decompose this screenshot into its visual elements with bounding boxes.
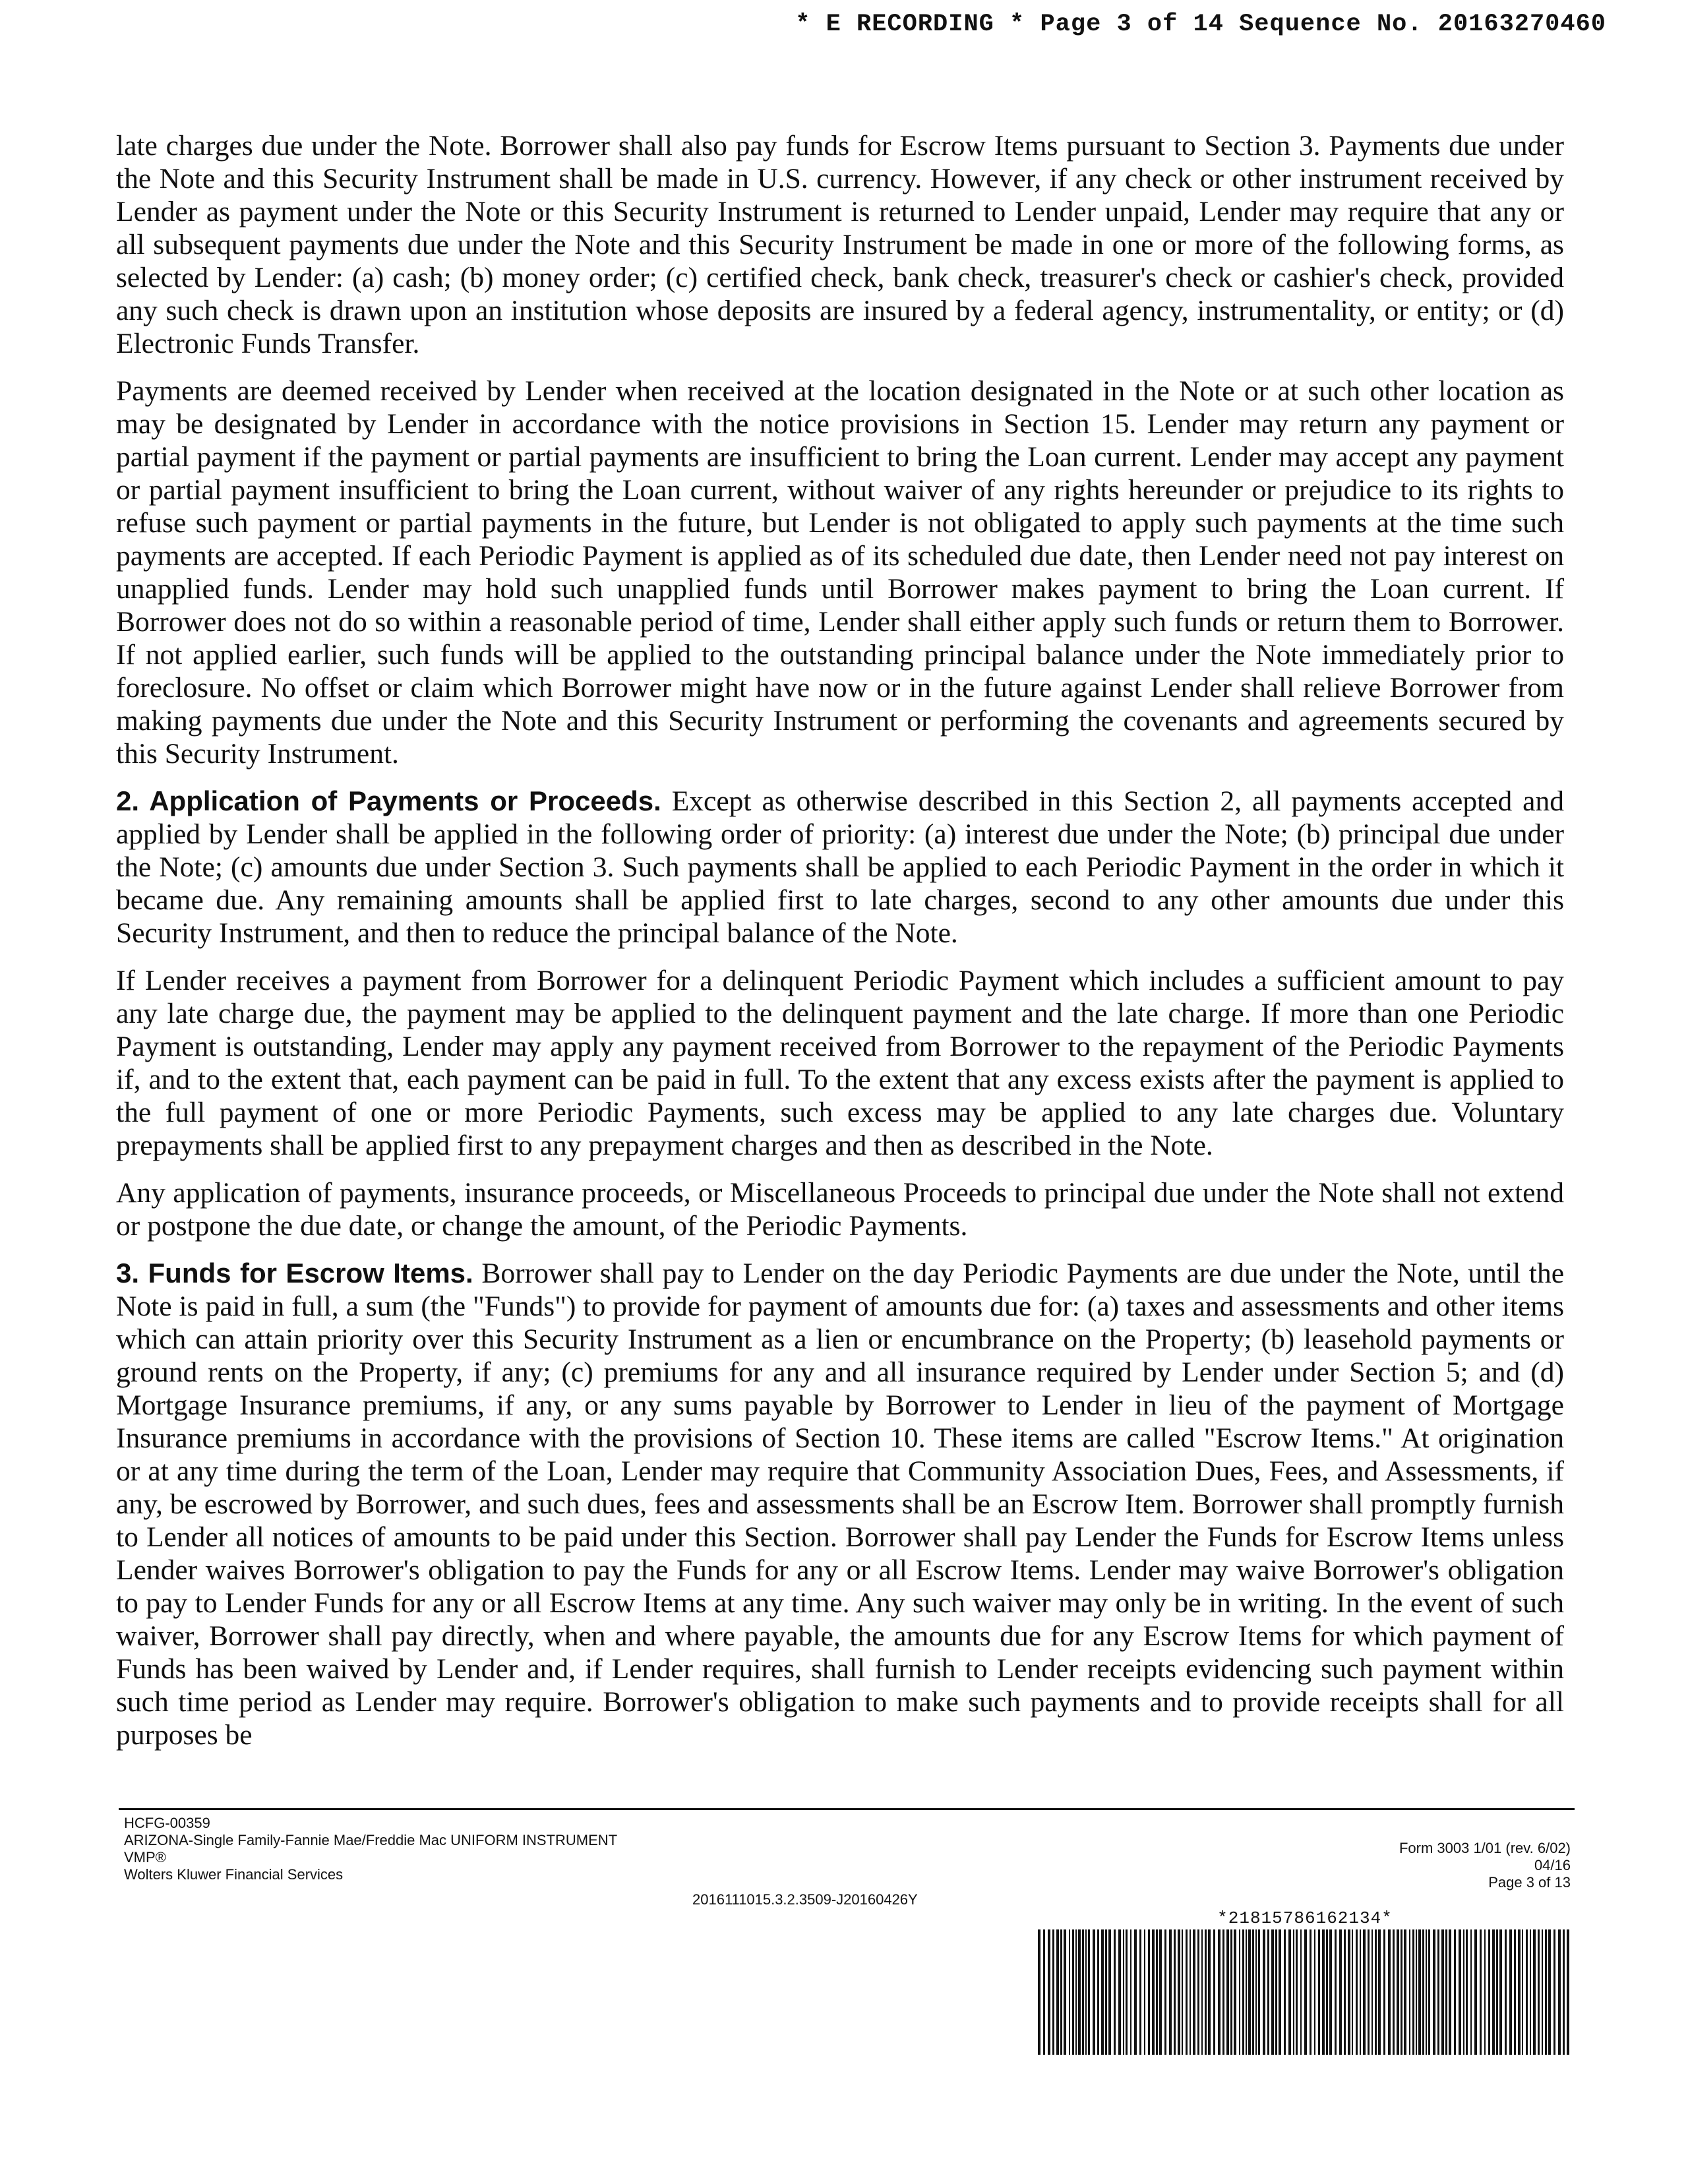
section-heading: 2. Application of Payments or Proceeds. [116, 785, 661, 816]
barcode-bar [1279, 1929, 1281, 2055]
barcode-bar [1069, 1929, 1070, 2055]
barcode-bar [1416, 1929, 1417, 2055]
barcode-bar [1542, 1929, 1543, 2055]
barcode-bar [1075, 1929, 1077, 2055]
barcode-bar [1048, 1929, 1050, 2055]
barcode-bar [1492, 1929, 1495, 2055]
barcode-bar [1348, 1929, 1350, 2055]
barcode-bar [1178, 1929, 1180, 2055]
barcode-bar [1275, 1929, 1277, 2055]
barcode-bar [1459, 1929, 1461, 2055]
barcode-bar [1335, 1929, 1337, 2055]
barcode-bar [1267, 1929, 1269, 2055]
barcode-bar [1352, 1929, 1353, 2055]
barcode-bar [1404, 1929, 1406, 2055]
paragraph-text: If Lender receives a payment from Borrower for a delinquent Periodic Payment which includes a sufficient amount to pay any late charge due, the payment may be applied to the delinquent payment and the late charge. If more than one Periodic Payment is outstanding, Lender may apply any payment received from Borrower to the repayment of the Periodic Payments if, and to the extent that, each payment can be paid in full. To the extent that any excess exists after the payment is applied to the full payment of one or more Periodic Payments, such excess may be applied to any late charges due. Voluntary prepayments shall be applied first to any prepayment charges and then as described in the Note. [116, 965, 1564, 1161]
barcode-bar [1174, 1929, 1176, 2055]
paragraph-payments-received [116, 375, 1564, 770]
barcode-bar [1226, 1929, 1229, 2055]
barcode-bar [1318, 1929, 1320, 2055]
instrument-title: ARIZONA-Single Family-Fannie Mae/Freddie Mac UNIFORM INSTRUMENT [124, 1832, 618, 1848]
barcode-bar [1159, 1929, 1162, 2055]
barcode-bar [1230, 1929, 1232, 2055]
barcode-bar [1533, 1929, 1536, 2055]
barcode-bar [1072, 1929, 1074, 2055]
form-code: HCFG-00359 [124, 1815, 210, 1831]
barcode-bar [1093, 1929, 1095, 2055]
barcode-bar [1360, 1929, 1361, 2055]
barcode-bar [1164, 1929, 1166, 2055]
form-number: Form 3003 1/01 (rev. 6/02) [1399, 1840, 1571, 1856]
barcode-bar [1263, 1929, 1265, 2055]
barcode-bar [1201, 1929, 1203, 2055]
barcode-bar [1383, 1929, 1385, 2055]
barcode-bar [1182, 1929, 1183, 2055]
barcode-bar [1409, 1929, 1410, 2055]
paragraph-text: late charges due under the Note. Borrower shall also pay funds for Escrow Items pursuant to Section 3. Payments due under the Note and this Security Instrument shall be made in U.S. currency. However, if any check or other instrument received by Lender as payment under the Note or this Security Instrument is returned to Lender unpaid, Lender may require that any or all subsequent payments due under the Note and this Security Instrument be made in one or more of the following forms, as selected by Lender: (a) cash; (b) money order; (c) certified check, bank check, treasurer's check or cashier's check, provided any such check is drawn upon an institution whose deposits are insured by a federal agency, instrumentality, or entity; or (d) Electronic Funds Transfer. [116, 130, 1564, 359]
barcode-bar [1105, 1929, 1107, 2055]
barcode-bar [1222, 1929, 1224, 2055]
barcode-bar [1518, 1929, 1521, 2055]
paragraph-application-principal [116, 1176, 1564, 1242]
barcode-bar [1126, 1929, 1128, 2055]
barcode-bar [1152, 1929, 1155, 2055]
barcode-bar [1246, 1929, 1247, 2055]
barcode-bar [1363, 1929, 1366, 2055]
barcode-bar [1043, 1929, 1045, 2055]
barcode-bar [1218, 1929, 1221, 2055]
barcode-bar [1144, 1929, 1145, 2055]
barcode-bar [1186, 1929, 1188, 2055]
barcode-bar [1514, 1929, 1516, 2055]
barcode-bar [1085, 1929, 1087, 2055]
barcode-bar [1368, 1929, 1370, 2055]
barcode-bar [1114, 1929, 1116, 2055]
barcode-bar [1509, 1929, 1512, 2055]
barcode-bar [1271, 1929, 1274, 2055]
barcode-bar [1284, 1929, 1286, 2055]
vmp-mark: VMP® [124, 1849, 166, 1866]
barcode-bar [1505, 1929, 1507, 2055]
barcode-bar [1082, 1929, 1084, 2055]
barcode-block [1035, 1910, 1575, 2055]
barcode-bar [1372, 1929, 1373, 2055]
barcode-bar [1056, 1929, 1059, 2055]
barcode-bar [1322, 1929, 1325, 2055]
barcode-bar [1205, 1929, 1207, 2055]
barcode-bar [1496, 1929, 1498, 2055]
barcode-bar [1422, 1929, 1424, 2055]
barcode-bar [1213, 1929, 1215, 2055]
barcode-bar [1480, 1929, 1482, 2055]
barcode-bar [1258, 1929, 1260, 2055]
barcode-bar [1558, 1929, 1561, 2055]
barcode-bar [1454, 1929, 1456, 2055]
barcode-bar [1548, 1929, 1551, 2055]
barcode-bar [1097, 1929, 1099, 2055]
form-date: 04/16 [1534, 1857, 1571, 1873]
footer-divider [119, 1808, 1575, 1810]
barcode-bar [1339, 1929, 1342, 2055]
barcode-bar [1239, 1929, 1240, 2055]
barcode-bar [1563, 1929, 1565, 2055]
barcode-bar [1401, 1929, 1402, 2055]
barcode-bar [1252, 1929, 1254, 2055]
barcode-bar [1522, 1929, 1523, 2055]
barcode-bar [1314, 1929, 1315, 2055]
paragraph-text: Payments are deemed received by Lender when received at the location designated in the Note or at such other location as may be designated by Lender in accordance with the notice provisions in Section 15. Lender may return any payment or partial payment if the payment or partial payments are insufficient to bring the Loan current. Lender may accept any payment or partial payment insufficient to bring the Loan current, without waiver of any rights hereunder or prejudice to its rights to refuse such payment or partial payments in the future, but Lender is not obligated to apply such payments at the time such payments are accepted. If each Periodic Payment is applied as of its scheduled due date, then Lender need not pay interest on unapplied funds. Lender may hold such unapplied funds until Borrower makes payment to bring the Loan current. If Borrower does not do so within a reasonable period of time, Lender shall either apply such funds or return them to Borrower. If not applied earlier, such funds will be applied to the outstanding principal balance under the Note immediately prior to foreclosure. No offset or claim which Borrower might have now or in the future against Lender shall relieve Borrower from making payments due under the Note and this Security Instrument or performing the covenants and agreements secured by this Security Instrument. [116, 375, 1564, 770]
barcode-bar [1426, 1929, 1427, 2055]
barcode-bar [1193, 1929, 1195, 2055]
barcode-bar [1449, 1929, 1451, 2055]
barcode-bar [1553, 1929, 1555, 2055]
barcode-bar [1134, 1929, 1137, 2055]
barcode-bar [1375, 1929, 1377, 2055]
paragraph-delinquent-payment [116, 964, 1564, 1162]
barcode-number: *21815786162134* [1217, 1908, 1393, 1928]
barcode-icon [1035, 1929, 1575, 2055]
section-heading: 3. Funds for Escrow Items. [116, 1258, 473, 1289]
barcode-bar [1190, 1929, 1191, 2055]
barcode-bar [1397, 1929, 1399, 2055]
barcode-bar [1530, 1929, 1531, 2055]
page-number: Page 3 of 13 [1488, 1874, 1571, 1891]
publisher-name: Wolters Kluwer Financial Services [124, 1866, 344, 1883]
barcode-bar [1088, 1929, 1090, 2055]
barcode-bar [1412, 1929, 1414, 2055]
barcode-bar [1118, 1929, 1121, 2055]
barcode-bar [1344, 1929, 1346, 2055]
barcode-bar [1466, 1929, 1468, 2055]
barcode-bar [1310, 1929, 1311, 2055]
barcode-bar [1329, 1929, 1332, 2055]
paragraph-payment-forms [116, 129, 1564, 360]
footer-left-block [124, 1815, 617, 1883]
barcode-bar [1038, 1929, 1040, 2055]
paragraph-text: Any application of payments, insurance proceeds, or Miscellaneous Proceeds to principal due under the Note shall not extend or postpone the due date, or change the amount, of the Periodic Payments. [116, 1177, 1564, 1242]
barcode-bar [1197, 1929, 1199, 2055]
barcode-bar [1463, 1929, 1464, 2055]
barcode-bar [1148, 1929, 1150, 2055]
barcode-bar [1060, 1929, 1062, 2055]
barcode-bar [1296, 1929, 1298, 2055]
barcode-bar [1208, 1929, 1211, 2055]
document-code: 2016111015.3.2.3509-J20160426Y [692, 1891, 918, 1908]
section-3-funds-for-escrow [116, 1257, 1564, 1751]
barcode-bar [1538, 1929, 1540, 2055]
barcode-bar [1437, 1929, 1439, 2055]
paragraph-text: Except as otherwise described in this Section 2, all payments accepted and applied by Lender shall be applied in the following order of priority: (a) interest due under the Note; (b) principal due under the Note; (c) amounts due under Section 3. Such payments shall be applied to each Periodic Payment in the order in which it became due. Any remaining amounts shall be applied first to late charges, second to any other amounts due under this Security Instrument, and then to reduce the principal balance of the Note. [116, 785, 1564, 949]
barcode-bar [1326, 1929, 1328, 2055]
barcode-bar [1052, 1929, 1054, 2055]
barcode-bar [1300, 1929, 1302, 2055]
barcode-bar [1499, 1929, 1502, 2055]
barcode-bar [1293, 1929, 1294, 2055]
section-2-application-of-payments [116, 785, 1564, 950]
barcode-bar [1139, 1929, 1141, 2055]
barcode-bar [1078, 1929, 1081, 2055]
barcode-bar [1169, 1929, 1172, 2055]
barcode-bar [1234, 1929, 1236, 2055]
footer-right-block [1399, 1840, 1571, 1891]
barcode-bar [1388, 1929, 1391, 2055]
barcode-bar [1378, 1929, 1381, 2055]
barcode-bar [1418, 1929, 1421, 2055]
recording-header: * E RECORDING * Page 3 of 14 Sequence No. 20163270460 [795, 11, 1606, 38]
barcode-bar [1101, 1929, 1104, 2055]
barcode-bar [1567, 1929, 1569, 2055]
barcode-bar [1108, 1929, 1111, 2055]
barcode-bar [1433, 1929, 1435, 2055]
barcode-bar [1156, 1929, 1158, 2055]
barcode-bar [1470, 1929, 1472, 2055]
barcode-bar [1130, 1929, 1131, 2055]
barcode-bar [1393, 1929, 1395, 2055]
barcode-bar [1123, 1929, 1124, 2055]
barcode-bar [1428, 1929, 1430, 2055]
barcode-bar [1441, 1929, 1444, 2055]
barcode-bar [1242, 1929, 1244, 2055]
barcode-bar [1484, 1929, 1486, 2055]
barcode-bar [1445, 1929, 1447, 2055]
barcode-bar [1248, 1929, 1251, 2055]
barcode-bar [1356, 1929, 1358, 2055]
body-text [116, 129, 1564, 1766]
barcode-bar [1304, 1929, 1307, 2055]
paragraph-text: Borrower shall pay to Lender on the day Periodic Payments are due under the Note, until the Note is paid in full, a sum (the "Funds") to provide for payment of amounts due for: (a) taxes and assessments and other items which can attain priority over this Security Instrument as a lien or encumbrance on the Property; (b) leasehold payments or ground rents on the Property, if any; (c) premiums for any and all insurance required by Lender under Section 5; and (d) Mortgage Insurance premiums, if any, or any sums payable by Borrower to Lender in lieu of the payment of Mortgage Insurance premiums in accordance with the provisions of Section 10. These items are called "Escrow Items." At origination or at any time during the term of the Loan, Lender may require that Community Association Dues, Fees, and Assessments, if any, be escrowed by Borrower, and such dues, fees and assessments shall be an Escrow Item. Borrower shall promptly furnish to Lender all notices of amounts to be paid under this Section. Borrower shall pay Lender the Funds for Escrow Items unless Lender waives Borrower's obligation to pay the Funds for any or all Escrow Items. Lender may waive Borrower's obligation to pay to Lender Funds for any or all Escrow Items at any time. Any such waiver may only be in writing. In the event of such waiver, Borrower shall pay directly, when and where payable, the amounts due for any Escrow Items for which payment of Funds has been waived by Lender and, if Lender requires, shall furnish to Lender receipts evidencing such payment within such time period as Lender may require. Borrower's obligation to make such payments and to provide receipts shall for all purposes be [116, 1258, 1564, 1751]
barcode-bar [1064, 1929, 1066, 2055]
barcode-bar [1488, 1929, 1490, 2055]
barcode-bar [1255, 1929, 1257, 2055]
barcode-bar [1526, 1929, 1528, 2055]
barcode-bar [1288, 1929, 1291, 2055]
barcode-bar [1474, 1929, 1477, 2055]
barcode-bar [1545, 1929, 1547, 2055]
